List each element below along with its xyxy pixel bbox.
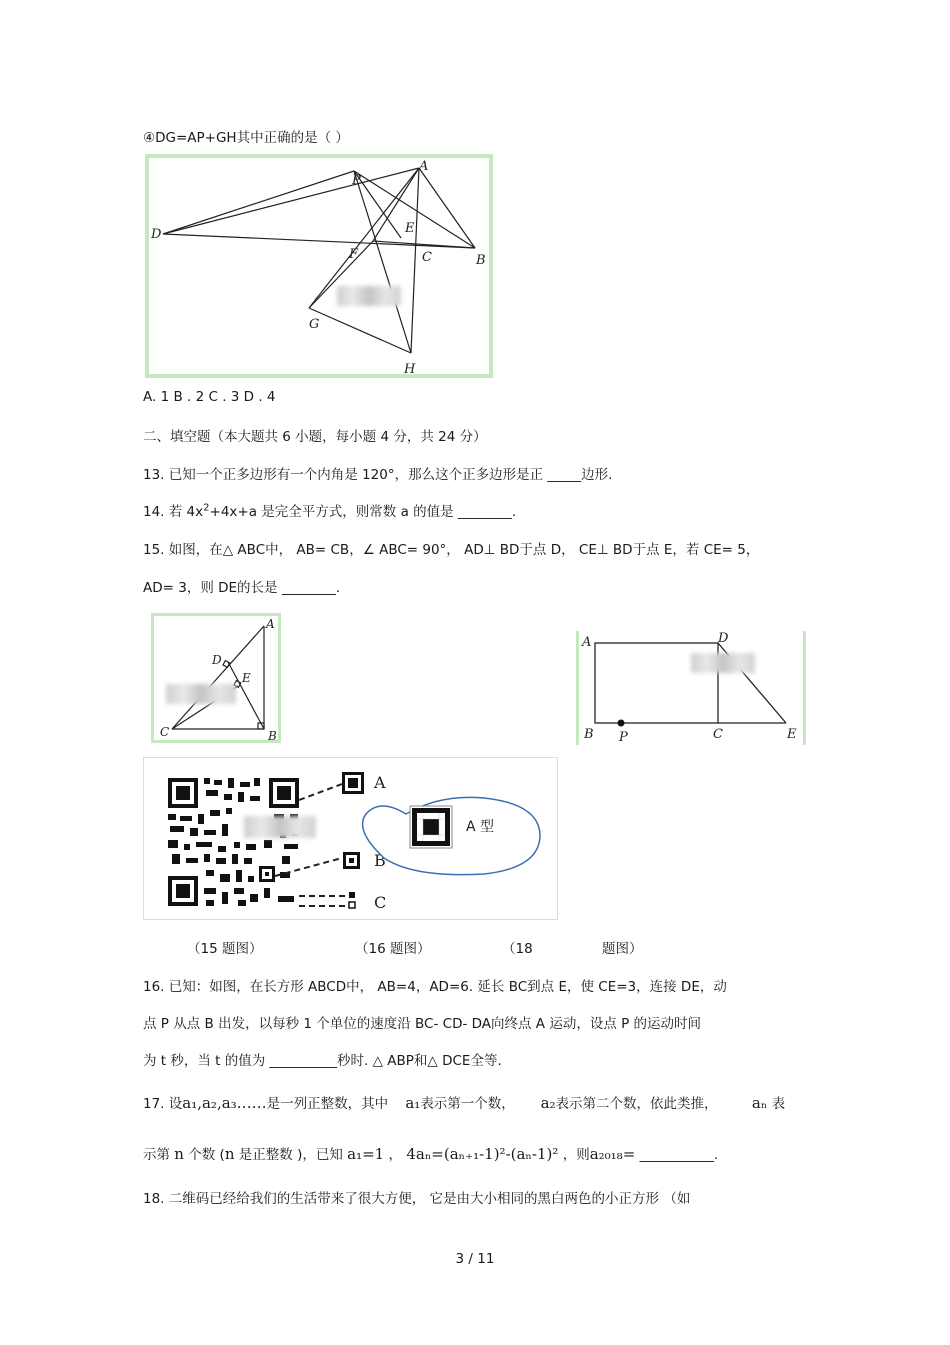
- question-13: 13. 已知一个正多边形有一个内角是 120°，那么这个正多边形是正 _____边形.: [143, 467, 613, 483]
- watermark-blur: [244, 816, 316, 838]
- label-B: B: [268, 729, 277, 740]
- qr-code-diagram: [144, 758, 557, 919]
- label-C: C: [374, 893, 387, 912]
- watermark-blur: [691, 653, 755, 673]
- label-C: C: [160, 725, 170, 739]
- label-E: E: [787, 727, 797, 742]
- question-16-line2: 点 P 从点 B 出发，以每秒 1 个单位的速度沿 BC- CD- DA向终点 A 运动，设点 P 的运动时间: [143, 1016, 702, 1032]
- triangle-diagram-q15: [154, 616, 278, 740]
- page-number: 3 / 11: [455, 1251, 495, 1267]
- label-P: P: [619, 730, 628, 745]
- question-17-line2: 示第 n 个数 (n 是正整数 )，已知 a₁=1 ， 4aₙ=(aₙ₊₁-1)²-(aₙ-1)² ，则a₂₀₁₈= ___________.: [143, 1145, 719, 1163]
- geometry-diagram-q12: [149, 158, 489, 374]
- question-15-line1: 15. 如图，在△ ABC中， AB= CB，∠ ABC= 90°， AD⊥ BD于点 D， CE⊥ BD于点 E，若 CE= 5，: [143, 542, 760, 558]
- label-E: E: [405, 221, 415, 236]
- question-16-line3: 为 t 秒，当 t 的值为 __________秒时. △ ABP和△ DCE全等.: [143, 1053, 502, 1069]
- label-C: C: [422, 250, 432, 265]
- label-D: D: [151, 227, 162, 242]
- label-G: G: [309, 317, 320, 332]
- label-C: C: [713, 727, 723, 742]
- caption-15: （15 题图）: [187, 941, 263, 957]
- watermark-blur: [166, 684, 236, 704]
- caption-18-part1: （18: [502, 941, 533, 957]
- section-heading-fill-in: 二、填空题（本大题共 6 小题，每小题 4 分，共 24 分）: [143, 429, 487, 445]
- label-P: P: [352, 173, 361, 188]
- label-B: B: [374, 851, 386, 870]
- question-17-line1: 17. 设a₁,a₂,a₃……是一列正整数，其中 a₁表示第一个数， a₂表示第二个数，依此类推， aₙ 表: [143, 1094, 786, 1112]
- caption-18-part2: 题图）: [602, 941, 643, 957]
- label-B: B: [584, 727, 594, 742]
- label-A-type: A 型: [466, 819, 495, 835]
- label-D: D: [718, 631, 729, 646]
- label-A: A: [419, 159, 429, 174]
- figure-q12: [145, 154, 493, 378]
- label-H: H: [404, 362, 416, 374]
- label-A: A: [374, 773, 386, 792]
- figure-q18: [143, 757, 558, 920]
- q12-tail: ④DG=AP+GH其中正确的是（ ）: [143, 130, 349, 146]
- watermark-blur: [337, 286, 401, 306]
- figure-q15: [151, 613, 281, 743]
- rectangle-diagram-q16: [579, 631, 803, 745]
- label-E: E: [242, 671, 251, 685]
- q12-options: A. 1 B . 2 C . 3 D . 4: [143, 389, 276, 405]
- question-15-line2: AD= 3，则 DE的长是 ________.: [143, 580, 341, 596]
- caption-16: （16 题图）: [355, 941, 431, 957]
- label-F: F: [349, 247, 359, 262]
- question-16-line1: 16. 已知：如图，在长方形 ABCD中， AB=4，AD=6. 延长 BC到点 E，使 CE=3，连接 DE，动: [143, 979, 727, 995]
- label-B: B: [476, 253, 486, 268]
- label-A: A: [582, 635, 592, 650]
- question-18: 18. 二维码已经给我们的生活带来了很大方便， 它是由大小相同的黑白两色的小正方形 （如: [143, 1191, 691, 1207]
- figure-q16: [576, 631, 806, 745]
- question-14: 14. 若 $4x^2+4x+a$ 是完全平方式，则常数 a 的值是 ________.: [143, 502, 517, 520]
- label-D: D: [212, 653, 222, 667]
- label-A: A: [266, 617, 275, 631]
